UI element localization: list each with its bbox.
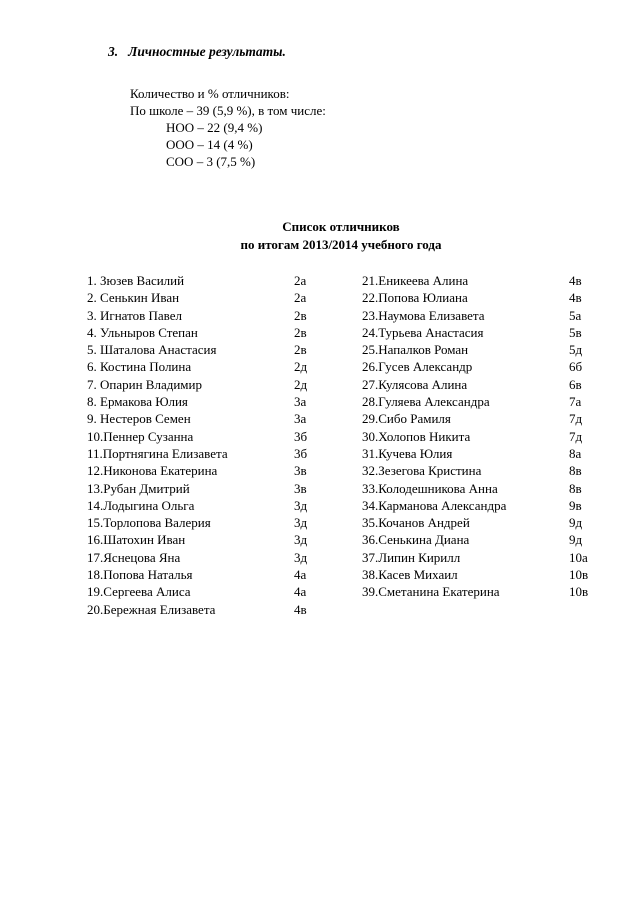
student-name: 14.Лодыгина Ольга xyxy=(87,497,195,513)
student-name: 18.Попова Наталья xyxy=(87,567,193,583)
student-class: 3д xyxy=(294,515,308,531)
student-name: 9. Нестеров Семен xyxy=(87,411,191,427)
student-class: 9д xyxy=(569,515,583,531)
student-class: 8а xyxy=(569,445,582,461)
student-class: 9д xyxy=(569,532,583,548)
student-class: 2в xyxy=(294,342,307,358)
student-class: 10а xyxy=(569,549,588,565)
list-title: Список отличников xyxy=(282,219,400,234)
student-name: 27.Кулясова Алина xyxy=(362,376,468,392)
student-name: 23.Наумова Елизавета xyxy=(362,307,485,323)
list-item xyxy=(362,341,597,358)
list-item xyxy=(87,549,317,566)
student-list-left xyxy=(87,272,317,618)
student-name: 20.Бережная Елизавета xyxy=(87,601,216,617)
list-item xyxy=(362,393,597,410)
list-item xyxy=(87,341,317,358)
student-class: 4а xyxy=(294,584,307,600)
list-item xyxy=(362,514,597,531)
list-item xyxy=(87,445,317,462)
list-item xyxy=(87,410,317,427)
student-name: 13.Рубан Дмитрий xyxy=(87,480,190,496)
student-class: 10в xyxy=(569,567,589,583)
student-class: 8в xyxy=(569,480,582,496)
student-name: 29.Сибо Рамиля xyxy=(362,411,451,427)
student-name: 12.Никонова Екатерина xyxy=(87,463,218,479)
student-class: 2д xyxy=(294,376,308,392)
student-class: 7а xyxy=(569,394,582,410)
list-item xyxy=(87,393,317,410)
student-class: 2а xyxy=(294,290,307,306)
student-name: 31.Кучева Юлия xyxy=(362,445,453,461)
student-class: 4в xyxy=(294,601,307,617)
stats-soo: СОО – 3 (7,5 %) xyxy=(166,154,256,169)
student-name: 21.Еникеева Алина xyxy=(362,273,469,288)
student-class: 2а xyxy=(294,273,307,288)
student-class: 2в xyxy=(294,307,307,323)
list-item xyxy=(362,376,597,393)
list-item xyxy=(87,514,317,531)
student-list-right xyxy=(362,272,597,601)
student-class: 7д xyxy=(569,411,583,427)
student-class: 3б xyxy=(294,428,308,444)
student-name: 22.Попова Юлиана xyxy=(362,290,468,306)
student-class: 3в xyxy=(294,463,307,479)
list-item xyxy=(362,289,597,306)
student-class: 4в xyxy=(569,273,582,288)
student-name: 32.Зезегова Кристина xyxy=(362,463,482,479)
stats-school-total: По школе – 39 (5,9 %), в том числе: xyxy=(130,103,326,118)
student-name: 35.Кочанов Андрей xyxy=(362,515,470,531)
student-name: 37.Липин Кирилл xyxy=(362,549,461,565)
student-class: 4а xyxy=(294,567,307,583)
list-item xyxy=(362,272,597,289)
student-class: 8в xyxy=(569,463,582,479)
student-class: 2в xyxy=(294,324,307,340)
list-subtitle: по итогам 2013/2014 учебного года xyxy=(240,237,442,252)
student-class: 6в xyxy=(569,376,582,392)
list-item xyxy=(87,497,317,514)
student-name: 19.Сергеева Алиса xyxy=(87,584,191,600)
student-class: 5в xyxy=(569,324,582,340)
student-name: 2. Сенькин Иван xyxy=(87,290,180,306)
student-name: 11.Портнягина Елизавета xyxy=(87,445,228,461)
list-item xyxy=(362,497,597,514)
list-item xyxy=(87,601,317,618)
list-item xyxy=(87,480,317,497)
student-name: 38.Касев Михаил xyxy=(362,567,458,583)
student-class: 3д xyxy=(294,497,308,513)
student-class: 5д xyxy=(569,342,583,358)
student-name: 10.Пеннер Сузанна xyxy=(87,428,194,444)
student-class: 3д xyxy=(294,532,308,548)
student-name: 3. Игнатов Павел xyxy=(87,307,182,323)
list-item xyxy=(87,428,317,445)
list-item xyxy=(87,376,317,393)
list-item xyxy=(87,566,317,583)
student-class: 10в xyxy=(569,584,589,600)
student-name: 15.Торлопова Валерия xyxy=(87,515,211,531)
student-name: 36.Сенькина Диана xyxy=(362,532,470,548)
section-heading xyxy=(108,44,286,60)
section-title: Личностные результаты. xyxy=(128,44,286,59)
student-name: 5. Шаталова Анастасия xyxy=(87,342,217,358)
student-name: 28.Гуляева Александра xyxy=(362,394,490,410)
student-class: 5а xyxy=(569,307,582,323)
student-class: 7д xyxy=(569,428,583,444)
list-item xyxy=(87,289,317,306)
stats-ooo: ООО – 14 (4 %) xyxy=(166,137,253,152)
student-class: 3а xyxy=(294,411,307,427)
student-class: 9в xyxy=(569,497,582,513)
student-name: 4. Ульныров Степан xyxy=(87,324,198,340)
list-item xyxy=(362,583,597,600)
student-class: 6б xyxy=(569,359,583,375)
list-item xyxy=(362,428,597,445)
student-class: 3д xyxy=(294,549,308,565)
student-name: 16.Шатохин Иван xyxy=(87,532,186,548)
student-class: 2д xyxy=(294,359,308,375)
stats-noo: НОО – 22 (9,4 %) xyxy=(166,120,263,135)
list-item xyxy=(362,531,597,548)
list-item xyxy=(362,566,597,583)
list-item xyxy=(87,324,317,341)
list-item xyxy=(362,410,597,427)
list-item xyxy=(87,583,317,600)
student-name: 24.Турьева Анастасия xyxy=(362,324,484,340)
list-item xyxy=(362,324,597,341)
list-item xyxy=(87,462,317,479)
list-item xyxy=(87,358,317,375)
list-item xyxy=(362,358,597,375)
student-class: 3в xyxy=(294,480,307,496)
student-name: 26.Гусев Александр xyxy=(362,359,473,375)
list-item xyxy=(87,531,317,548)
student-class: 4в xyxy=(569,290,582,306)
list-item xyxy=(362,549,597,566)
list-item xyxy=(87,272,317,289)
student-name: 30.Холопов Никита xyxy=(362,428,471,444)
student-name: 7. Опарин Владимир xyxy=(87,376,202,392)
student-name: 1. Зюзев Василий xyxy=(87,273,185,288)
student-name: 33.Колодешникова Анна xyxy=(362,480,498,496)
student-name: 25.Напалков Роман xyxy=(362,342,469,358)
student-name: 8. Ермакова Юлия xyxy=(87,394,188,410)
list-item xyxy=(362,480,597,497)
student-class: 3а xyxy=(294,394,307,410)
stats-intro: Количество и % отличников: xyxy=(130,86,290,101)
student-name: 17.Яснецова Яна xyxy=(87,549,181,565)
list-item xyxy=(362,462,597,479)
list-item xyxy=(362,307,597,324)
section-number: 3. xyxy=(108,44,119,59)
student-class: 3б xyxy=(294,445,308,461)
list-item xyxy=(87,307,317,324)
student-name: 39.Сметанина Екатерина xyxy=(362,584,500,600)
student-name: 6. Костина Полина xyxy=(87,359,192,375)
student-name: 34.Карманова Александра xyxy=(362,497,507,513)
list-item xyxy=(362,445,597,462)
